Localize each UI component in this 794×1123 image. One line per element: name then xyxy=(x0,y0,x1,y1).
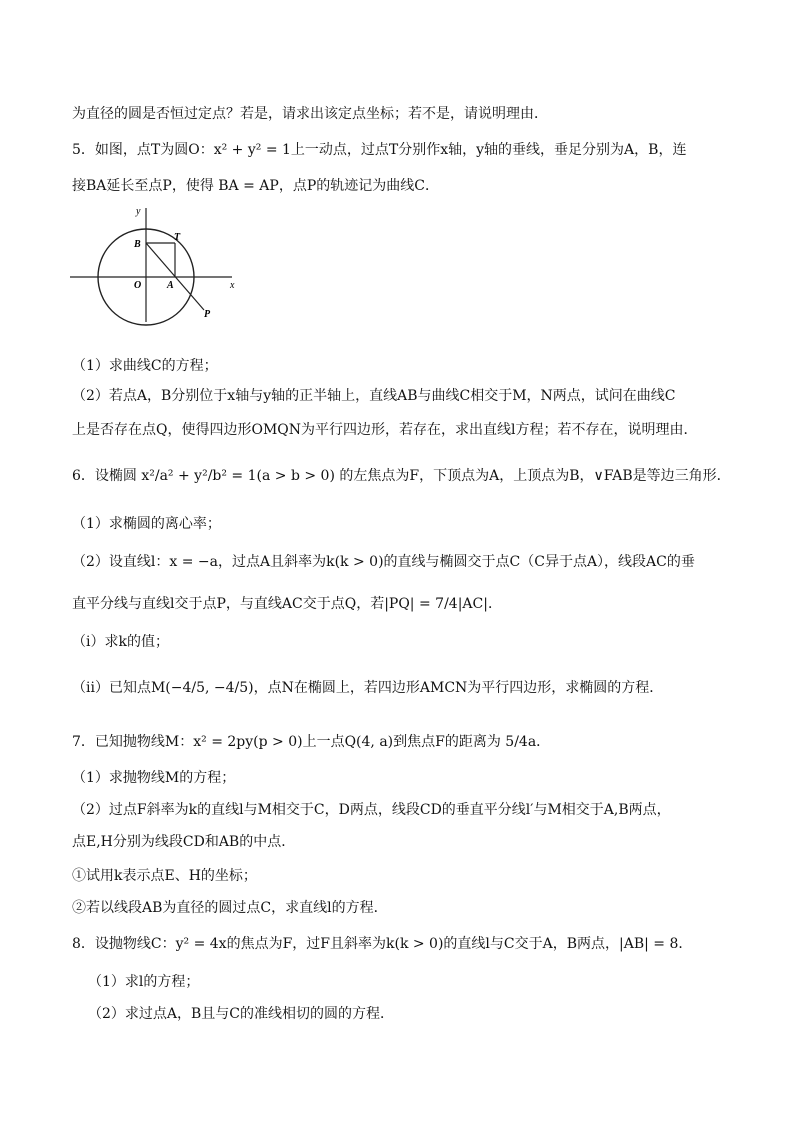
problem-5-line-1: 5．如图，点T为圆O：x² + y² = 1上一动点，过点T分别作x轴，y轴的垂线，垂足分别为A，B，连 xyxy=(72,142,687,158)
problem-8-part-1: （1）求l的方程； xyxy=(88,974,200,990)
problem-6-part-2-line-1: （2）设直线l：x = −a，过点A且斜率为k(k > 0)的直线与椭圆交于点C（C异于点A），线段AC的垂 xyxy=(72,554,695,570)
problem-5-part-2-line-2: 上是否存在点Q，使得四边形OMQN为平行四边形，若存在，求出直线l方程；若不存在，说明理由． xyxy=(72,422,698,438)
label-P: P xyxy=(204,309,211,320)
problem-5-part-1: （1）求曲线C的方程； xyxy=(72,358,218,374)
label-T: T xyxy=(174,232,181,243)
problem-6-part-1: （1）求椭圆的离心率； xyxy=(72,516,221,532)
problem-6-part-2-line-2: 直平分线与直线l交于点P，与直线AC交于点Q，若|PQ| = 7/4|AC|． xyxy=(72,596,502,612)
problem-6-line-1: 6．设椭圆 x²/a² + y²/b² = 1(a > b > 0) 的左焦点为F，下顶点为A，上顶点为B，∨FAB是等边三角形． xyxy=(72,468,731,484)
problem-6-part-2-ii: （ii）已知点M(−4/5, −4/5)，点N在椭圆上，若四边形AMCN为平行四边形，求椭圆的方程． xyxy=(72,680,664,696)
label-B: B xyxy=(134,239,141,250)
label-x: x xyxy=(230,280,235,291)
unit-circle-figure xyxy=(64,202,244,326)
text-line-1: 为直径的圆是否恒过定点？若是，请求出该定点坐标；若不是，请说明理由． xyxy=(72,106,548,122)
problem-7-part-2-line-1: （2）过点F斜率为k的直线l与M相交于C，D两点，线段CD的垂直平分线l′与M相交于A,B两点， xyxy=(72,802,671,818)
problem-7-part-2-line-2: 点E,H分别为线段CD和AB的中点． xyxy=(72,834,296,850)
label-A: A xyxy=(167,280,174,291)
problem-5-line-2: 接BA延长至点P，使得 BA = AP，点P的轨迹记为曲线C． xyxy=(72,178,439,194)
label-O: O xyxy=(134,280,142,291)
problem-7-item-1: ①试用k表示点E、H的坐标； xyxy=(72,868,257,884)
label-y: y xyxy=(136,206,141,217)
problem-6-part-2-i: （i）求k的值； xyxy=(72,634,169,650)
problem-7-item-2: ②若以线段AB为直径的圆过点C，求直线l的方程． xyxy=(72,900,388,916)
problem-8-line-1: 8．设抛物线C：y² = 4x的焦点为F，过F且斜率为k(k > 0)的直线l与C交于A，B两点，|AB| = 8． xyxy=(72,936,693,952)
problem-8-part-2: （2）求过点A，B且与C的准线相切的圆的方程． xyxy=(88,1006,395,1022)
problem-5-part-2-line-1: （2）若点A，B分别位于x轴与y轴的正半轴上，直线AB与曲线C相交于M，N两点，试问在曲线C xyxy=(72,388,676,404)
problem-7-line-1: 7．已知抛物线M：x² = 2py(p > 0)上一点Q(4, a)到焦点F的距离为 5/4a． xyxy=(72,734,551,750)
problem-7-part-1: （1）求抛物线M的方程； xyxy=(72,770,236,786)
